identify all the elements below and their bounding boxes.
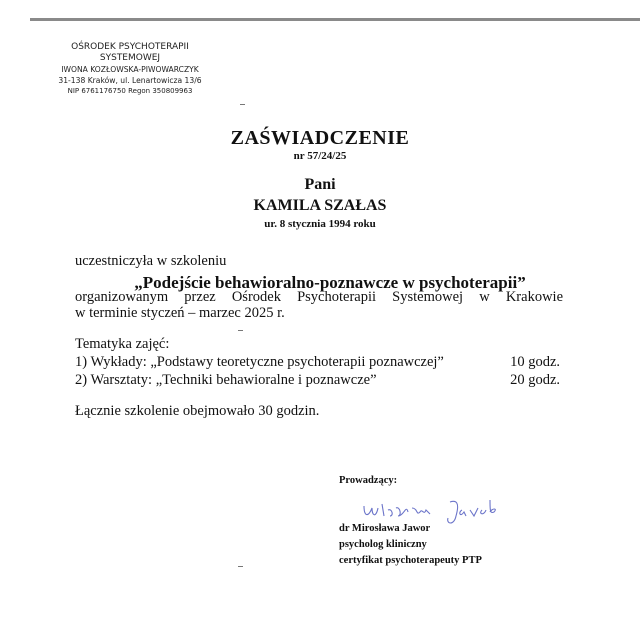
signer-name: dr Mirosława Jawor — [339, 523, 431, 534]
stamp-line: SYSTEMOWEJ — [99, 53, 161, 63]
topic-hours: 20 godz. — [510, 372, 560, 388]
topic-hours: 10 godz. — [510, 354, 560, 370]
course-title: „Podejście behawioralno-poznawcze w psychoterapii” — [134, 273, 526, 292]
scan-mark — [238, 566, 243, 567]
recipient-name: KAMILA SZAŁAS — [253, 197, 387, 214]
scan-mark — [240, 104, 245, 105]
intro-text: uczestniczyła w szkoleniu — [75, 253, 227, 269]
term-text: w terminie styczeń – marzec 2025 r. — [75, 305, 285, 321]
scan-border-line — [30, 18, 640, 21]
topic-item: 1) Wykłady: „Podstawy teoretyczne psychoterapii poznawczej” — [75, 354, 444, 370]
organization-stamp — [30, 42, 230, 97]
stamp-line: NIP 6761176750 Regon 350809963 — [67, 87, 193, 95]
birth-date: ur. 8 stycznia 1994 roku — [264, 218, 376, 230]
total-hours-text: Łącznie szkolenie obejmowało 30 godzin. — [75, 403, 320, 419]
organizer-text: organizowanym przez Ośrodek Psychoterapii Systemowej w Krakowie — [75, 289, 563, 305]
topics-label: Tematyka zajęć: — [75, 336, 170, 352]
stamp-line: 31-138 Kraków, ul. Lenartowicza 13/6 — [58, 76, 202, 85]
stamp-line: OŚRODEK PSYCHOTERAPII — [71, 42, 189, 52]
document-title: ZAŚWIADCZENIE — [230, 127, 410, 149]
signer-certificate: certyfikat psychoterapeuty PTP — [339, 555, 482, 566]
document-number: nr 57/24/25 — [293, 150, 347, 162]
signer-role: psycholog kliniczny — [339, 539, 427, 550]
scan-mark — [238, 330, 243, 331]
stamp-line: IWONA KOZŁOWSKA-PIWOWARCZYK — [61, 65, 199, 74]
signature-label: Prowadzący: — [339, 475, 398, 486]
topic-item: 2) Warsztaty: „Techniki behawioralne i poznawcze” — [75, 372, 377, 388]
salutation: Pani — [304, 176, 336, 193]
